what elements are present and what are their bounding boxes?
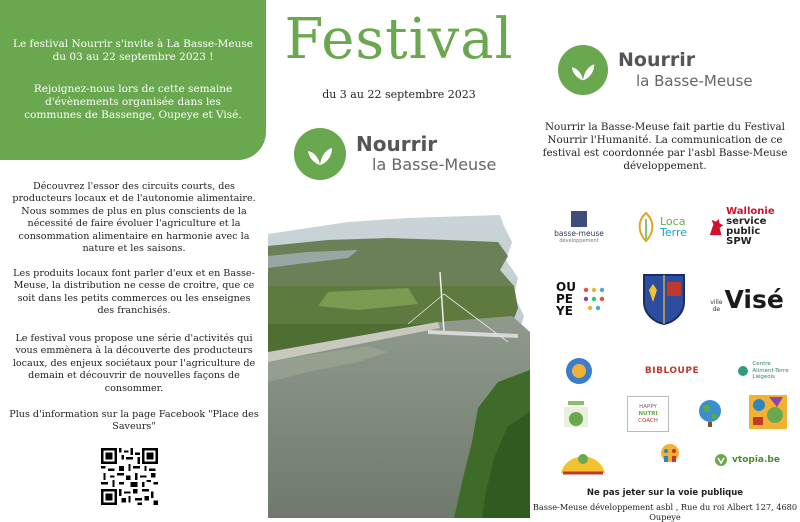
partner-happy-line3: COACH — [638, 417, 658, 424]
partner-wallonie-line3: SPW — [726, 236, 752, 247]
partner-vise-logo — [712, 280, 782, 318]
partner-bibloupe-name: BIBLOUPE — [644, 366, 700, 376]
partner-basse-meuse-name: basse-meuse — [554, 228, 604, 238]
partner-wallonie-line1: Wallonie — [726, 206, 775, 217]
paragraph-facebook: Plus d'information sur la page Facebook "Place des Saveurs" — [9, 409, 259, 433]
nourrir-logo — [294, 128, 496, 180]
bassenge-coat-of-arms-icon — [640, 272, 688, 326]
partner-centre-line1: Centre — [752, 361, 771, 368]
intro-box — [0, 0, 266, 160]
partner-round-badge-icon — [564, 355, 594, 387]
partner-globe-icon — [693, 396, 727, 430]
publisher-address: Basse-Meuse développement asbl , Rue du roi Albert 127, 4680 Oupeye — [532, 502, 798, 522]
partner-wallonie-logo — [708, 206, 796, 247]
partner-oupeye-logo — [548, 276, 616, 322]
partner-syndicat-initiative-icon — [556, 442, 610, 478]
nourrir-logo-right — [558, 45, 753, 95]
coordination-text: Nourrir la Basse-Meuse fait partie du Festival Nourrir l'Humanité. La communication de ce festival est coordonnée par l'asbl Basse-Meuse développement. — [542, 121, 788, 172]
intro-headline: Le festival Nourrir s'invite à La Basse-Meuse du 03 au 22 septembre 2023 ! — [13, 38, 253, 63]
leaf-icon — [558, 45, 608, 95]
logo-line2: la Basse-Meuse — [372, 155, 497, 174]
left-panel — [0, 0, 268, 518]
colored-dots-icon — [580, 284, 608, 314]
partner-bibloupe-logo — [630, 362, 714, 380]
partner-loca-line1: Loca — [660, 215, 686, 228]
partner-oupeye-line3: YE — [556, 304, 573, 318]
partner-centre-line2: Aliment-Terre — [752, 367, 789, 374]
partner-vtopia-name: vtopia.be — [732, 455, 780, 465]
meuse-aerial-photo — [268, 212, 530, 518]
partner-centre-aliment-terre-logo — [726, 360, 800, 382]
partner-colorful-collage-icon — [746, 392, 790, 432]
rooster-icon — [708, 216, 724, 238]
partner-happy-line1: HAPPY — [639, 403, 657, 410]
partner-happy-line2: NUTRI — [638, 410, 658, 417]
festival-dates: du 3 au 22 septembre 2023 — [322, 88, 476, 101]
partner-vtopia-logo — [714, 452, 780, 468]
partner-basse-meuse-logo — [544, 207, 614, 247]
partner-family-icon — [656, 442, 684, 476]
leaf-outline-icon — [635, 211, 657, 243]
partner-vise-name: Visé — [724, 284, 784, 314]
litter-notice: Ne pas jeter sur la voie publique — [586, 488, 744, 498]
festival-title: Festival — [284, 7, 514, 72]
partner-basse-meuse-sub: développement — [559, 237, 599, 244]
partner-oupeye-line1: OU — [556, 280, 576, 294]
leaf-icon — [294, 128, 346, 180]
partner-wallonie-line2: service public — [726, 216, 767, 237]
logo-line2: la Basse-Meuse — [636, 72, 753, 90]
qr-code[interactable] — [101, 448, 158, 505]
paragraph-short-circuits: Découvrez l'essor des circuits courts, des producteurs locaux et de l'autonomie alimentaire. Nous sommes de plus en plus conscients de la nécessité de faire évoluer l'agriculture et la consommation alimentaire en harmonie avec la nature et les saisons. — [12, 181, 256, 255]
basse-meuse-mark-icon — [571, 211, 587, 227]
logo-line1: Nourrir — [618, 49, 696, 71]
paragraph-activities: Le festival vous propose une série d'activités qui vous emmènera à la découverte des producteurs locaux, des enjeux sociétaux pour l'agriculture de demain et découvrir de nouvelles façons de consommer. — [12, 333, 256, 394]
logo-line1: Nourrir — [356, 132, 438, 156]
partner-oupeye-line2: PE — [556, 292, 574, 306]
partner-loca-terre-logo — [630, 208, 692, 246]
right-panel — [530, 0, 800, 522]
vtopia-mark-icon — [714, 453, 728, 467]
partner-loca-line2: Terre — [660, 226, 687, 239]
partner-centre-line3: Liégeois — [752, 374, 776, 381]
paragraph-local-products: Les produits locaux font parler d'eux et en Basse-Meuse, la distribution ne cesse de croitre, que ce soit dans les petits commerces ou les enseignes des franchisés. — [13, 268, 255, 317]
intro-invitation: Rejoignez-nous lors de cette semaine d'évènements organisée dans les communes de Bassenge, Oupeye et Visé. — [24, 83, 242, 121]
partner-ecole-icon — [556, 398, 596, 434]
leaf-mark-icon — [737, 365, 749, 377]
partner-happy-nutri-coach-logo — [627, 396, 669, 432]
middle-panel — [268, 0, 530, 518]
partner-vise-sub: ville de — [710, 299, 723, 313]
